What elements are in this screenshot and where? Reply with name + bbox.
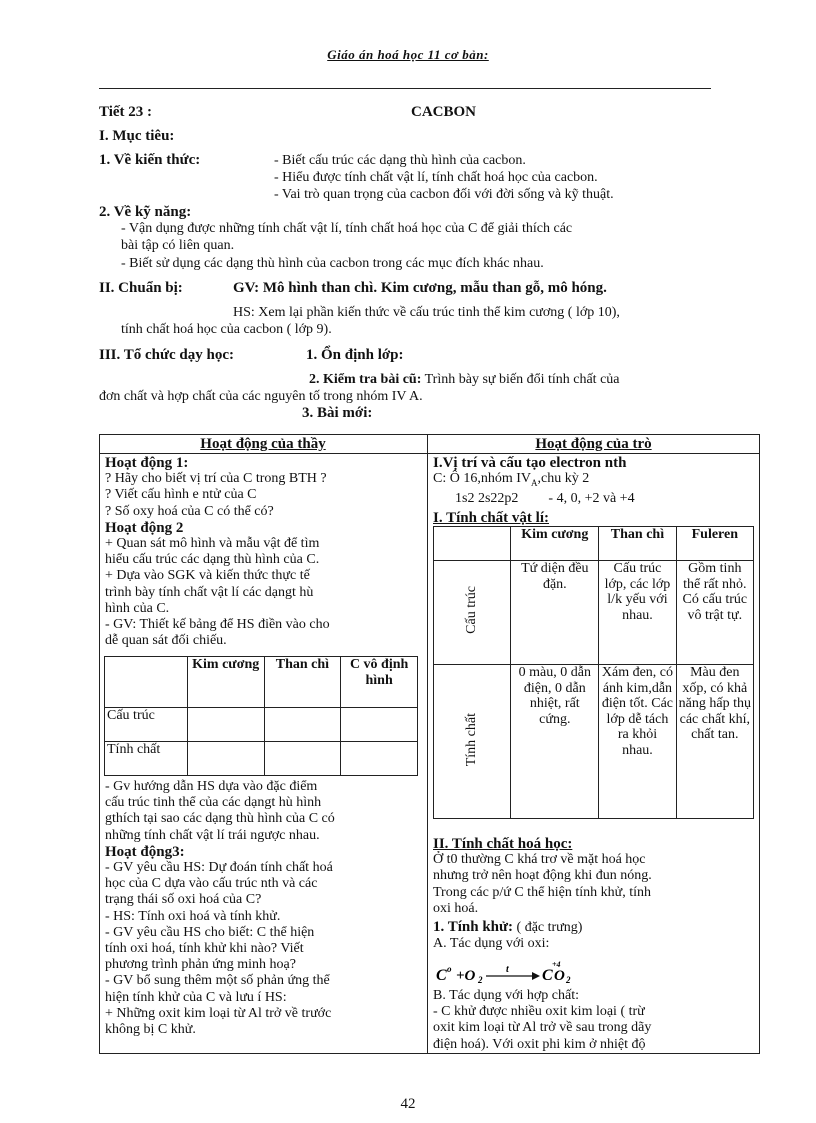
chemical-properties-heading: II. Tính chất hoá học: xyxy=(433,836,573,852)
phys-cell-fullerene-property: Màu đen xốp, có khả năng hấp thụ các chất khí, chất tan. xyxy=(676,665,753,819)
organization-step1: 1. Ổn định lớp: xyxy=(306,347,404,363)
teacher-activity-line: - GV yêu cầu HS cho biết: C thể hiện xyxy=(105,924,315,940)
svg-text:2: 2 xyxy=(566,975,571,985)
svg-text:+O: +O xyxy=(456,968,476,984)
svg-text:2: 2 xyxy=(478,975,483,985)
organization-heading: III. Tổ chức dạy học: xyxy=(99,347,234,363)
student-column-heading: Hoạt động của trò xyxy=(535,436,652,452)
teacher-activity-line: ? Hãy cho biết vị trí của C trong BTH ? xyxy=(105,471,327,487)
page-number: 42 xyxy=(400,1096,416,1112)
student-position-sub: A xyxy=(531,478,538,488)
teacher-activity-line: ? Viết cấu hình e ntử của C xyxy=(105,487,257,503)
equation-graphic xyxy=(436,958,576,986)
mini-table-row-label: Cấu trúc xyxy=(105,708,188,742)
mini-table-header: Kim cương xyxy=(187,657,264,708)
student-position-line-b: ,chu kỳ 2 xyxy=(537,471,590,487)
lesson-number: Tiết 23 : xyxy=(99,104,153,120)
preparation-student-2: tính chất hoá học của cacbon ( lớp 9). xyxy=(121,322,332,337)
mini-table-header: C vô định hình xyxy=(341,657,418,708)
phys-cell-graphite-structure: Cấu trúc lớp, các lớp l/k yếu với nhau. xyxy=(599,561,676,665)
knowledge-line-3: - Vai trò quan trọng của cacbon đối với đời sống và kỹ thuật. xyxy=(274,187,614,202)
teacher-activities-part1 xyxy=(105,455,330,649)
chem-line: Ở t0 thường C khá trơ về mặt hoá học xyxy=(433,852,646,868)
combustion-equation xyxy=(436,958,576,991)
objectives-heading: I. Mục tiêu: xyxy=(99,128,175,144)
phys-row-label-structure: Cấu trúc xyxy=(464,586,480,635)
compound-reaction-label: B. Tác dụng với hợp chất: xyxy=(433,988,579,1003)
mini-table-header: Than chì xyxy=(264,657,341,708)
phys-row-label-property: Tính chất xyxy=(464,712,480,766)
preparation-student-1: HS: Xem lại phần kiến thức về cấu trúc tinh thể kim cương ( lớp 10), xyxy=(233,305,620,320)
mini-table-cell xyxy=(187,708,264,742)
teacher-activity-line: không bị C khử. xyxy=(105,1022,196,1038)
preparation-teacher: GV: Mô hình than chì. Kim cương, mẫu than gỗ, mô hóng. xyxy=(233,280,607,296)
teacher-activity-line: dễ quan sát đối chiếu. xyxy=(105,633,227,649)
phys-col-header: Kim cương xyxy=(511,527,599,561)
mini-table-cell xyxy=(341,742,418,776)
teacher-activity-line: cấu trúc tinh thể của các dạngt hù hình xyxy=(105,795,322,811)
teacher-activity-line: + Những oxit kim loại từ Al trở về trước xyxy=(105,1005,332,1021)
teacher-activity-line: + Quan sát mô hình và mẫu vật để tìm xyxy=(105,536,320,552)
organization-step3: 3. Bài mới: xyxy=(302,405,373,421)
teacher-activity-line: hình của C. xyxy=(105,600,170,616)
student-section-position xyxy=(433,455,635,507)
chem-line: Trong các p/ứ C thể hiện tính khử, tính xyxy=(433,884,652,900)
organization-step2-line2: đơn chất và hợp chất của các nguyên tố trong nhóm IV A. xyxy=(99,389,423,404)
mini-table-cell xyxy=(341,708,418,742)
activity-table-divider xyxy=(427,434,428,1054)
activity-heading: Hoạt động 2 xyxy=(105,519,184,536)
mini-table-cell xyxy=(264,742,341,776)
teacher-mini-table xyxy=(104,656,418,776)
student-position-line-a: C: Ô 16,nhóm IV xyxy=(433,471,531,487)
teacher-activities-part2 xyxy=(105,779,335,1038)
knowledge-line-1: - Biết cấu trúc các dạng thù hình của cacbon. xyxy=(274,153,526,168)
teacher-activity-line: những tính chất vật lí trái ngược nhau. xyxy=(105,827,320,843)
physical-properties-table xyxy=(433,526,754,819)
oxygen-reaction-label: A. Tác dụng với oxi: xyxy=(433,936,550,952)
phys-cell-diamond-structure: Tứ diện đều đặn. xyxy=(511,561,599,665)
svg-text:C: C xyxy=(542,967,553,984)
svg-text:C: C xyxy=(436,967,447,984)
preparation-heading: II. Chuẩn bị: xyxy=(99,280,183,296)
teacher-activity-line: phương trình phản ứng minh hoạ? xyxy=(105,957,296,973)
oxidation-states: - 4, 0, +2 và +4 xyxy=(548,491,635,507)
knowledge-heading: 1. Về kiến thức: xyxy=(99,152,201,168)
skills-heading: 2. Về kỹ năng: xyxy=(99,204,192,220)
header-rule xyxy=(99,88,711,89)
chem-tail-line: điện hoá). Với oxit phi kim ở nhiệt độ xyxy=(433,1036,646,1052)
teacher-activity-line: tính oxi hoá, tính khử khi nào? Viết xyxy=(105,941,304,957)
phys-cell-diamond-property: 0 màu, 0 dẫn điện, 0 dẫn nhiệt, rất cứng. xyxy=(511,665,599,819)
teacher-activity-line: ? Số oxy hoá của C có thể có? xyxy=(105,503,274,519)
mini-table-cell xyxy=(264,708,341,742)
teacher-activity-line: - GV bổ sung thêm một số phản ứng thể xyxy=(105,973,330,989)
knowledge-line-2: - Hiểu được tính chất vật lí, tính chất hoá học của cacbon. xyxy=(274,170,598,185)
teacher-activity-line: - Gv hướng dẫn HS dựa vào đặc điểm xyxy=(105,779,318,794)
svg-text:o: o xyxy=(447,964,452,974)
teacher-activity-line: trình bày tính chất vật lí các dạngt hù xyxy=(105,584,314,600)
phys-col-header: Fuleren xyxy=(676,527,753,561)
teacher-activity-line: - HS: Tính oxi hoá và tính khử. xyxy=(105,908,281,924)
teacher-activity-line: hiểu cấu trúc các dạng thù hình của C. xyxy=(105,552,320,568)
svg-text:+4: +4 xyxy=(552,960,561,969)
phys-cell-graphite-property: Xám đen, có ánh kim,dẫn điện tốt. Các lớp dễ tách ra khỏi nhau. xyxy=(599,665,676,819)
mini-table-cell xyxy=(187,742,264,776)
teacher-column-heading: Hoạt động của thầy xyxy=(200,436,326,452)
activity-table-header-rule xyxy=(99,453,760,454)
teacher-activity-line: gthích tại sao các dạng thù hình của C có xyxy=(105,811,335,827)
activity-heading: Hoạt động 1: xyxy=(105,455,189,471)
teacher-activity-line: - GV yêu cầu HS: Dự đoán tính chất hoá xyxy=(105,860,333,876)
phys-cell-fullerene-structure: Gồm tinh thể rất nhỏ. Có cấu trúc vô trật tự. xyxy=(676,561,753,665)
chem-tail-line: oxit kim loại từ Al trở về sau trong dãy xyxy=(433,1020,652,1036)
teacher-activity-line: trạng thái số oxi hoá của C? xyxy=(105,892,262,908)
teacher-activity-line: + Dựa vào SGK và kiến thức thực tế xyxy=(105,568,310,584)
chem-line: oxi hoá. xyxy=(433,900,479,916)
svg-text:O: O xyxy=(554,968,565,984)
chemical-properties-tail xyxy=(433,988,651,1053)
skills-line-1: - Vận dụng được những tính chất vật lí, tính chất hoá học của C để giải thích các xyxy=(121,221,573,236)
electron-config: 1s2 2s22p2 xyxy=(455,491,519,507)
student-section1-heading: I.Vị trí và cấu tạo electron nth xyxy=(433,455,627,471)
teacher-activity-line: - GV: Thiết kế bảng để HS điền vào cho xyxy=(105,617,330,633)
chem-tail-line: - C khử được nhiều oxit kim loại ( trừ xyxy=(433,1004,645,1020)
skills-line-3: - Biết sử dụng các dạng thù hình của cacbon trong các mục đích khác nhau. xyxy=(121,256,544,271)
document-header: Giáo án hoá học 11 cơ bản: xyxy=(327,47,489,62)
mini-table-corner xyxy=(105,657,188,708)
svg-text:t: t xyxy=(506,964,509,975)
organization-step2-text: Trình bày sự biến đổi tính chất của xyxy=(421,372,620,387)
skills-line-2: bài tập có liên quan. xyxy=(121,238,235,253)
organization-step2-label: 2. Kiểm tra bài cũ: xyxy=(309,372,422,387)
reducing-heading: 1. Tính khử: xyxy=(433,919,514,936)
teacher-activity-line: hiện tính khử của C và lưu í HS: xyxy=(105,989,287,1005)
reducing-note: ( đặc trưng) xyxy=(513,920,583,936)
activity-heading: Hoạt động3: xyxy=(105,843,185,860)
teacher-activity-line: học của C dựa vào cấu trúc nth và các xyxy=(105,876,318,892)
physical-properties-heading: I. Tính chất vật lí: xyxy=(433,510,549,526)
phys-col-header: Than chì xyxy=(599,527,676,561)
chemical-properties-section xyxy=(433,836,755,952)
lesson-title: CACBON xyxy=(411,104,477,120)
mini-table-row-label: Tính chất xyxy=(105,742,188,776)
chem-line: nhưng trở nên hoạt động khi đun nóng. xyxy=(433,868,652,884)
phys-table-corner xyxy=(434,527,511,561)
